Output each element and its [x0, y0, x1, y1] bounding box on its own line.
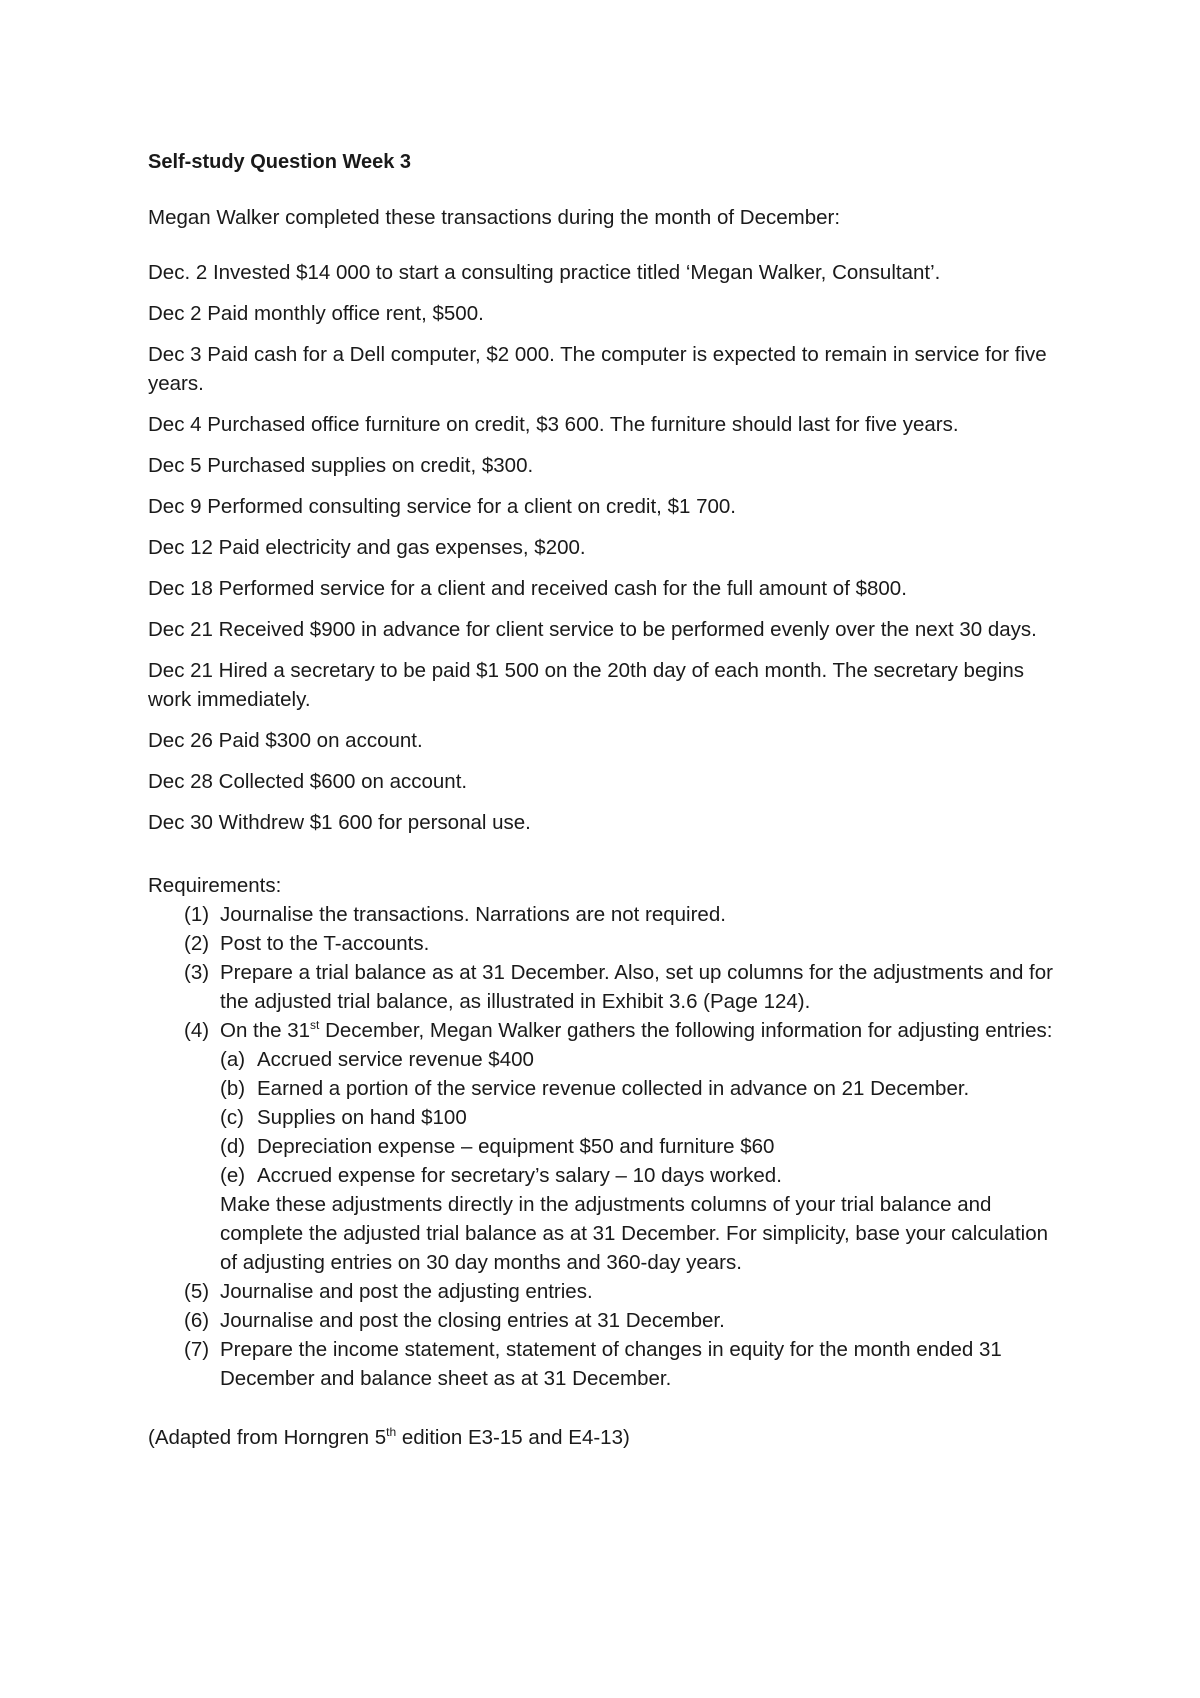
requirements-heading: Requirements:: [148, 874, 282, 897]
ordinal-suffix: th: [386, 1425, 397, 1440]
requirement-item: [148, 958, 1068, 1016]
requirement-number: (3): [184, 961, 210, 984]
requirement-number: (7): [184, 1338, 210, 1361]
requirement-text: Journalise and post the adjusting entries.: [220, 1280, 593, 1303]
transaction-item: Dec 28 Collected $600 on account.: [148, 770, 468, 793]
transaction-list: [148, 258, 1068, 837]
requirement-number: (1): [184, 903, 210, 926]
transaction-item: Dec 4 Purchased office furniture on credit, $3 600. The furniture should last for five years.: [148, 413, 959, 436]
requirement-text-pre: On the 31: [220, 1019, 311, 1042]
adjustment-letter: (e): [220, 1164, 246, 1187]
requirement-item: [148, 1277, 1068, 1306]
document-title: Self-study Question Week 3: [148, 151, 412, 173]
adjustment-item: [220, 1103, 1068, 1132]
requirement-item: [148, 1016, 1068, 1277]
source-text-post: edition E3-15 and E4-13): [396, 1426, 630, 1449]
requirements-list: [148, 900, 1068, 1393]
requirement-text: Journalise and post the closing entries at 31 December.: [220, 1309, 725, 1332]
transaction-item: Dec 21 Hired a secretary to be paid $1 500 on the 20th day of each month. The secretary begins work immediately.: [148, 659, 1024, 711]
transaction-item: Dec 18 Performed service for a client and received cash for the full amount of $800.: [148, 577, 907, 600]
transaction-item: Dec 30 Withdrew $1 600 for personal use.: [148, 811, 531, 834]
requirement-number: (6): [184, 1309, 210, 1332]
document-page: [148, 148, 1068, 1452]
source-text-pre: (Adapted from Horngren 5: [148, 1426, 387, 1449]
requirement-text: Prepare a trial balance as at 31 December. Also, set up columns for the adjustments and for the adjusted trial balance, as illustrated in Exhibit 3.6 (Page 124).: [220, 961, 1053, 1013]
adjustment-text: Accrued expense for secretary’s salary – 10 days worked.: [257, 1164, 782, 1187]
requirement-text-post: December, Megan Walker gathers the following information for adjusting entries:: [319, 1019, 1053, 1042]
adjustment-item: [220, 1045, 1068, 1074]
adjustment-text: Accrued service revenue $400: [257, 1048, 534, 1071]
requirement-item: [148, 900, 1068, 929]
transaction-item: Dec 12 Paid electricity and gas expenses, $200.: [148, 536, 586, 559]
transaction-item: Dec 9 Performed consulting service for a client on credit, $1 700.: [148, 495, 736, 518]
adjustment-text: Supplies on hand $100: [257, 1106, 467, 1129]
requirement-text: [220, 1019, 1052, 1042]
requirement-item: [148, 1306, 1068, 1335]
requirement-item: [148, 929, 1068, 958]
transaction-item: Dec 2 Paid monthly office rent, $500.: [148, 302, 484, 325]
intro-text: Megan Walker completed these transactions during the month of December:: [148, 206, 841, 229]
adjustment-letter: (d): [220, 1135, 246, 1158]
transaction-item: Dec. 2 Invested $14 000 to start a consulting practice titled ‘Megan Walker, Consultant’.: [148, 261, 941, 284]
requirement-text: Prepare the income statement, statement of changes in equity for the month ended 31 December and balance sheet as at 31 December.: [220, 1338, 1002, 1390]
requirement-item: [148, 1335, 1068, 1393]
adjustment-item: [220, 1161, 1068, 1190]
adjustment-text: Earned a portion of the service revenue collected in advance on 21 December.: [257, 1077, 970, 1100]
transaction-item: Dec 5 Purchased supplies on credit, $300.: [148, 454, 534, 477]
adjustment-letter: (a): [220, 1048, 246, 1071]
adjustment-list: [220, 1045, 1068, 1190]
transaction-item: Dec 21 Received $900 in advance for client service to be performed evenly over the next 30 days.: [148, 618, 1037, 641]
requirement-number: (4): [184, 1019, 210, 1042]
adjustment-letter: (b): [220, 1077, 246, 1100]
requirement-text: Post to the T-accounts.: [220, 932, 430, 955]
requirement-number: (5): [184, 1280, 210, 1303]
requirement-text: Journalise the transactions. Narrations are not required.: [220, 903, 726, 926]
adjustment-letter: (c): [220, 1106, 244, 1129]
adjustment-text: Depreciation expense – equipment $50 and furniture $60: [257, 1135, 775, 1158]
adjustment-item: [220, 1132, 1068, 1161]
source-note: [148, 1423, 1068, 1452]
adjustment-item: [220, 1074, 1068, 1103]
transaction-item: Dec 26 Paid $300 on account.: [148, 729, 423, 752]
ordinal-suffix: st: [310, 1018, 320, 1033]
requirement-number: (2): [184, 932, 210, 955]
adjustment-instructions: Make these adjustments directly in the adjustments columns of your trial balance and complete the adjusted trial balance as at 31 December. For simplicity, base your calculation of adjusting entries on 30 day months and 360-day years.: [220, 1193, 1049, 1274]
transaction-item: Dec 3 Paid cash for a Dell computer, $2 000. The computer is expected to remain in service for five years.: [148, 343, 1047, 395]
